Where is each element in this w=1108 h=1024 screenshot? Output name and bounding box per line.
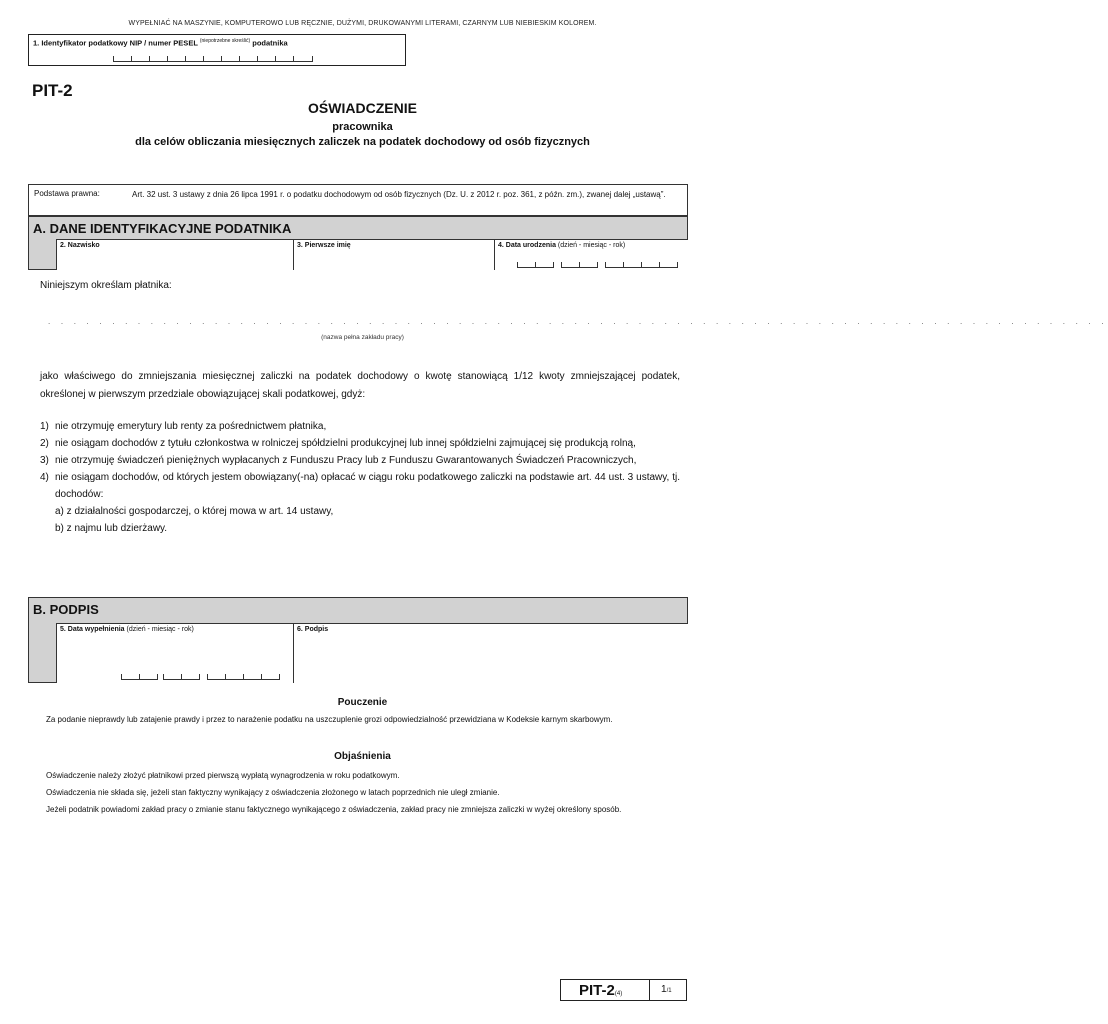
surname-field[interactable] xyxy=(56,239,293,270)
signature-label: 6. Podpis xyxy=(297,626,329,633)
birth-month-boxes[interactable] xyxy=(561,262,598,268)
birth-date-field[interactable] xyxy=(494,239,688,270)
page-number xyxy=(661,984,672,995)
birth-day-boxes[interactable] xyxy=(517,262,554,268)
birth-date-label-text: 4. Data urodzenia xyxy=(498,242,556,249)
footer-code-text: PIT-2 xyxy=(579,982,615,999)
objasnienia-line: Oświadczenia nie składa się, jeżeli stan faktyczny wynikający z oświadczenia złożonego w latach poprzednich nie uległ zmianie. xyxy=(46,788,500,797)
page-current: 1 xyxy=(661,984,667,995)
condition-text: nie osiągam dochodów, od których jestem obowiązany(-na) opłacać w ciągu roku podatkowego zaliczki na podstawie art. 44 ust. 3 ustawy, tj. dochodów: xyxy=(55,472,680,500)
first-name-label: 3. Pierwsze imię xyxy=(297,242,351,249)
legal-basis-box xyxy=(28,184,688,216)
nip-label-note: (niepotrzebne skreślić) xyxy=(199,38,251,44)
surname-label: 2. Nazwisko xyxy=(60,242,100,249)
legal-basis-text: Art. 32 ust. 3 ustawy z dnia 26 lipca 1991 r. o podatku dochodowym od osób fizycznych (Dz. U. z 2012 r. poz. 361, z późn. zm.), zwanej dalej „ustawą”. xyxy=(132,190,666,199)
objasnienia-line: Jeżeli podatnik powiadomi zakład pracy o zmianie stanu faktycznego wynikającego z oświadczenia, zakład pracy nie zmniejsza zaliczki w wyżej określony sposób. xyxy=(46,805,622,814)
form-title: OŚWIADCZENIE xyxy=(308,100,417,116)
condition-item xyxy=(40,452,680,469)
condition-item xyxy=(40,418,680,435)
form-purpose: dla celów obliczania miesięcznych zaliczek na podatek dochodowy od osób fizycznych xyxy=(135,136,590,148)
footer-form-id xyxy=(560,979,687,1001)
nip-pesel-label xyxy=(33,38,288,48)
nip-pesel-field[interactable] xyxy=(28,34,406,66)
first-name-field[interactable] xyxy=(293,239,494,270)
footer-divider xyxy=(649,980,650,1000)
birth-date-label xyxy=(498,242,625,249)
payer-intro: Niniejszym określam płatnika: xyxy=(40,280,172,291)
payer-name-caption: (nazwa pełna zakładu pracy) xyxy=(321,334,404,341)
fill-instructions: WYPEŁNIAĆ NA MASZYNIE, KOMPUTEROWO LUB RĘCZNIE, DUŻYMI, DRUKOWANYMI LITERAMI, CZARNYM LUB NIEBIESKIM KOLOREM. xyxy=(128,20,597,27)
condition-item xyxy=(40,469,680,503)
legal-basis-label: Podstawa prawna: xyxy=(34,189,100,198)
nip-label-suffix: podatnika xyxy=(252,38,288,48)
form-subtitle: pracownika xyxy=(332,121,393,133)
section-a xyxy=(28,216,688,270)
condition-number: 1) xyxy=(40,421,49,432)
fill-date-field[interactable] xyxy=(56,623,293,683)
fill-date-label xyxy=(60,626,194,633)
section-b xyxy=(28,597,688,683)
nip-digit-boxes[interactable] xyxy=(113,56,313,62)
birth-year-boxes[interactable] xyxy=(605,262,678,268)
form-code: PIT-2 xyxy=(32,81,73,100)
condition-text: nie otrzymuję świadczeń pieniężnych wypłacanych z Funduszu Pracy lub z Funduszu Gwarantowanych Świadczeń Pracowniczych, xyxy=(55,455,637,466)
fill-month-boxes[interactable] xyxy=(163,674,200,680)
pouczenie-text: Za podanie nieprawdy lub zatajenie prawdy i przez to narażenie podatku na uszczuplenie grozi odpowiedzialność przewidziana w Kodeksie karnym skarbowym. xyxy=(46,715,613,724)
footer-version: (4) xyxy=(614,991,623,997)
section-b-heading: B. PODPIS xyxy=(33,602,99,617)
condition-number: 3) xyxy=(40,455,49,466)
declaration-paragraph: jako właściwego do zmniejszania miesięcznej zaliczki na podatek dochodowy o kwotę stanowiącą 1/12 kwoty zmniejszającej podatek, określonej w pierwszym przedziale obowiązującej skali podatkowej, gdyż: xyxy=(40,371,680,400)
fill-date-hint: (dzień - miesiąc - rok) xyxy=(126,626,194,633)
condition-text: nie otrzymuję emerytury lub renty za pośrednictwem płatnika, xyxy=(55,421,327,432)
signature-field[interactable] xyxy=(293,623,688,683)
conditions-list xyxy=(40,418,680,537)
condition-text: nie osiągam dochodów z tytułu członkostwa w rolniczej spółdzielni produkcyjnej lub innej spółdzielni zajmującej się produkcją rolną, xyxy=(55,438,636,449)
fill-day-boxes[interactable] xyxy=(121,674,158,680)
condition-subitem: b) z najmu lub dzierżawy. xyxy=(55,523,168,534)
fill-year-boxes[interactable] xyxy=(207,674,280,680)
payer-name-line[interactable]: . . . . . . . . . . . . . . . . . . . . . . . . . . . . . . . . . . . . . . . . . . . . . . . . . . . . . . . . . . . . . . . . . . . . . . . . . . . . . . . . . . . xyxy=(48,317,1108,326)
birth-date-hint: (dzień - miesiąc - rok) xyxy=(557,242,626,249)
fill-date-label-text: 5. Data wypełnienia xyxy=(60,626,125,633)
condition-subitem: a) z działalności gospodarczej, o której mowa w art. 14 ustawy, xyxy=(55,506,334,517)
section-a-heading: A. DANE IDENTYFIKACYJNE PODATNIKA xyxy=(33,221,292,236)
objasnienia-line: Oświadczenie należy złożyć płatnikowi przed pierwszą wypłatą wynagrodzenia w roku podatkowym. xyxy=(46,771,400,780)
page-total: /1 xyxy=(666,988,672,994)
condition-number: 4) xyxy=(40,472,49,483)
pouczenie-heading: Pouczenie xyxy=(337,697,388,708)
condition-number: 2) xyxy=(40,438,49,449)
nip-label-text: 1. Identyfikator podatkowy NIP / numer PESEL xyxy=(33,38,198,48)
condition-item xyxy=(40,435,680,452)
objasnienia-heading: Objaśnienia xyxy=(334,751,391,762)
footer-code xyxy=(579,982,622,999)
